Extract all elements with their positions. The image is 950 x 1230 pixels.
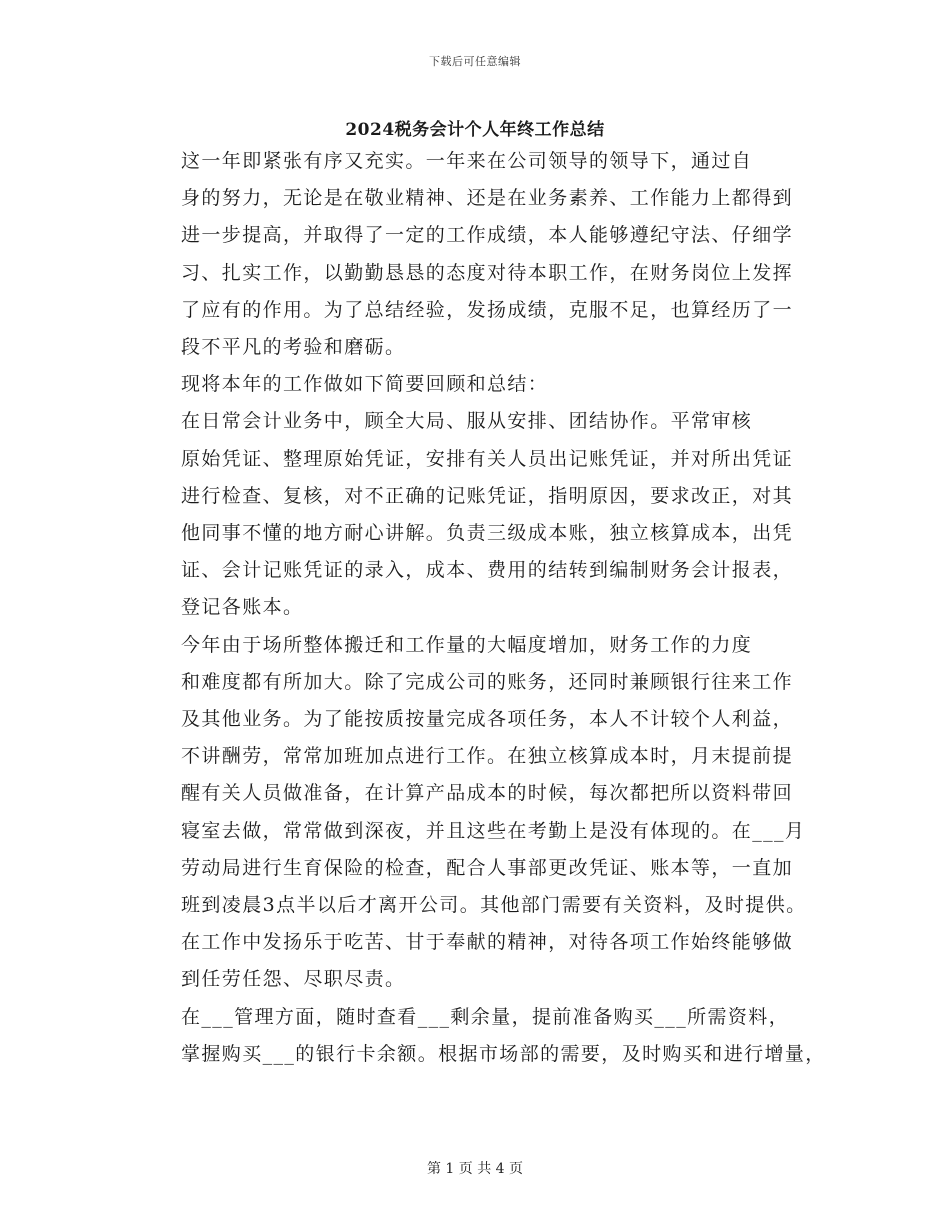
text-line: 在日常会计业务中，顾全大局、服从安排、团结协作。平常审核 <box>181 410 753 433</box>
text-line: 原始凭证、整理原始凭证，安排有关人员出记账凭证，并对所出凭证 <box>181 447 794 470</box>
document-body <box>143 143 826 1073</box>
text-line: 醒有关人员做准备，在计算产品成本的时候，每次都把所以资料带回 <box>181 782 794 805</box>
document-title: 2024税务会计个人年终工作总结 <box>345 120 605 140</box>
text-line: 习、扎实工作，以勤勤恳恳的态度对待本职工作，在财务岗位上发挥 <box>181 261 794 284</box>
text-line: 了应有的作用。为了总结经验，发扬成绩，克服不足，也算经历了一 <box>181 298 794 321</box>
text-line: 在___管理方面，随时查看___剩余量，提前准备购买___所需资料， <box>181 1005 790 1028</box>
text-line: 身的努力，无论是在敬业精神、还是在业务素养、工作能力上都得到 <box>181 187 794 210</box>
text-line: 证、会计记账凭证的录入，成本、费用的结转到编制财务会计报表， <box>181 559 794 582</box>
text-line: 现将本年的工作做如下简要回顾和总结： <box>181 373 549 396</box>
text-line: 今年由于场所整体搬迁和工作量的大幅度增加，财务工作的力度 <box>181 633 753 656</box>
text-line: 劳动局进行生育保险的检查，配合人事部更改凭证、账本等，一直加 <box>181 856 794 879</box>
text-line: 他同事不懂的地方耐心讲解。负责三级成本账，独立核算成本，出凭 <box>181 522 794 545</box>
text-line: 掌握购买___的银行卡余额。根据市场部的需要，及时购买和进行增量， <box>181 1042 826 1065</box>
text-line: 及其他业务。为了能按质按量完成各项任务，本人不计较个人利益， <box>181 708 794 731</box>
text-line: 到任劳任怨、尽职尽责。 <box>181 968 406 991</box>
text-line: 段不平凡的考验和磨砺。 <box>181 336 406 359</box>
text-line: 班到凌晨3点半以后才离开公司。其他部门需要有关资料，及时提供。 <box>181 894 807 917</box>
paragraph-relocation <box>143 627 823 999</box>
text-line: 进一步提高，并取得了一定的工作成绩，本人能够遵纪守法、仔细学 <box>181 224 794 247</box>
page-header: 下载后可任意编辑 <box>429 55 521 68</box>
text-line: 在工作中发扬乐于吃苦、甘于奉献的精神，对待各项工作始终能够做 <box>181 931 794 954</box>
text-line: 不讲酬劳，常常加班加点进行工作。在独立核算成本时，月末提前提 <box>181 745 794 768</box>
paragraph-intro <box>143 143 823 366</box>
paragraph-daily-accounting <box>143 403 823 626</box>
text-line: 登记各账本。 <box>181 596 304 619</box>
text-line: 和难度都有所加大。除了完成公司的账务，还同时兼顾银行往来工作 <box>181 670 794 693</box>
page-number: 第 1 页 共 4 页 <box>426 1161 524 1177</box>
paragraph-management <box>143 999 826 1073</box>
text-line: 这一年即紧张有序又充实。一年来在公司领导的领导下，通过自 <box>181 150 753 172</box>
text-line: 寝室去做，常常做到深夜，并且这些在考勤上是没有体现的。在___月 <box>181 819 806 842</box>
text-line: 进行检查、复核，对不正确的记账凭证，指明原因，要求改正，对其 <box>181 484 794 507</box>
paragraph-overview <box>143 366 823 403</box>
